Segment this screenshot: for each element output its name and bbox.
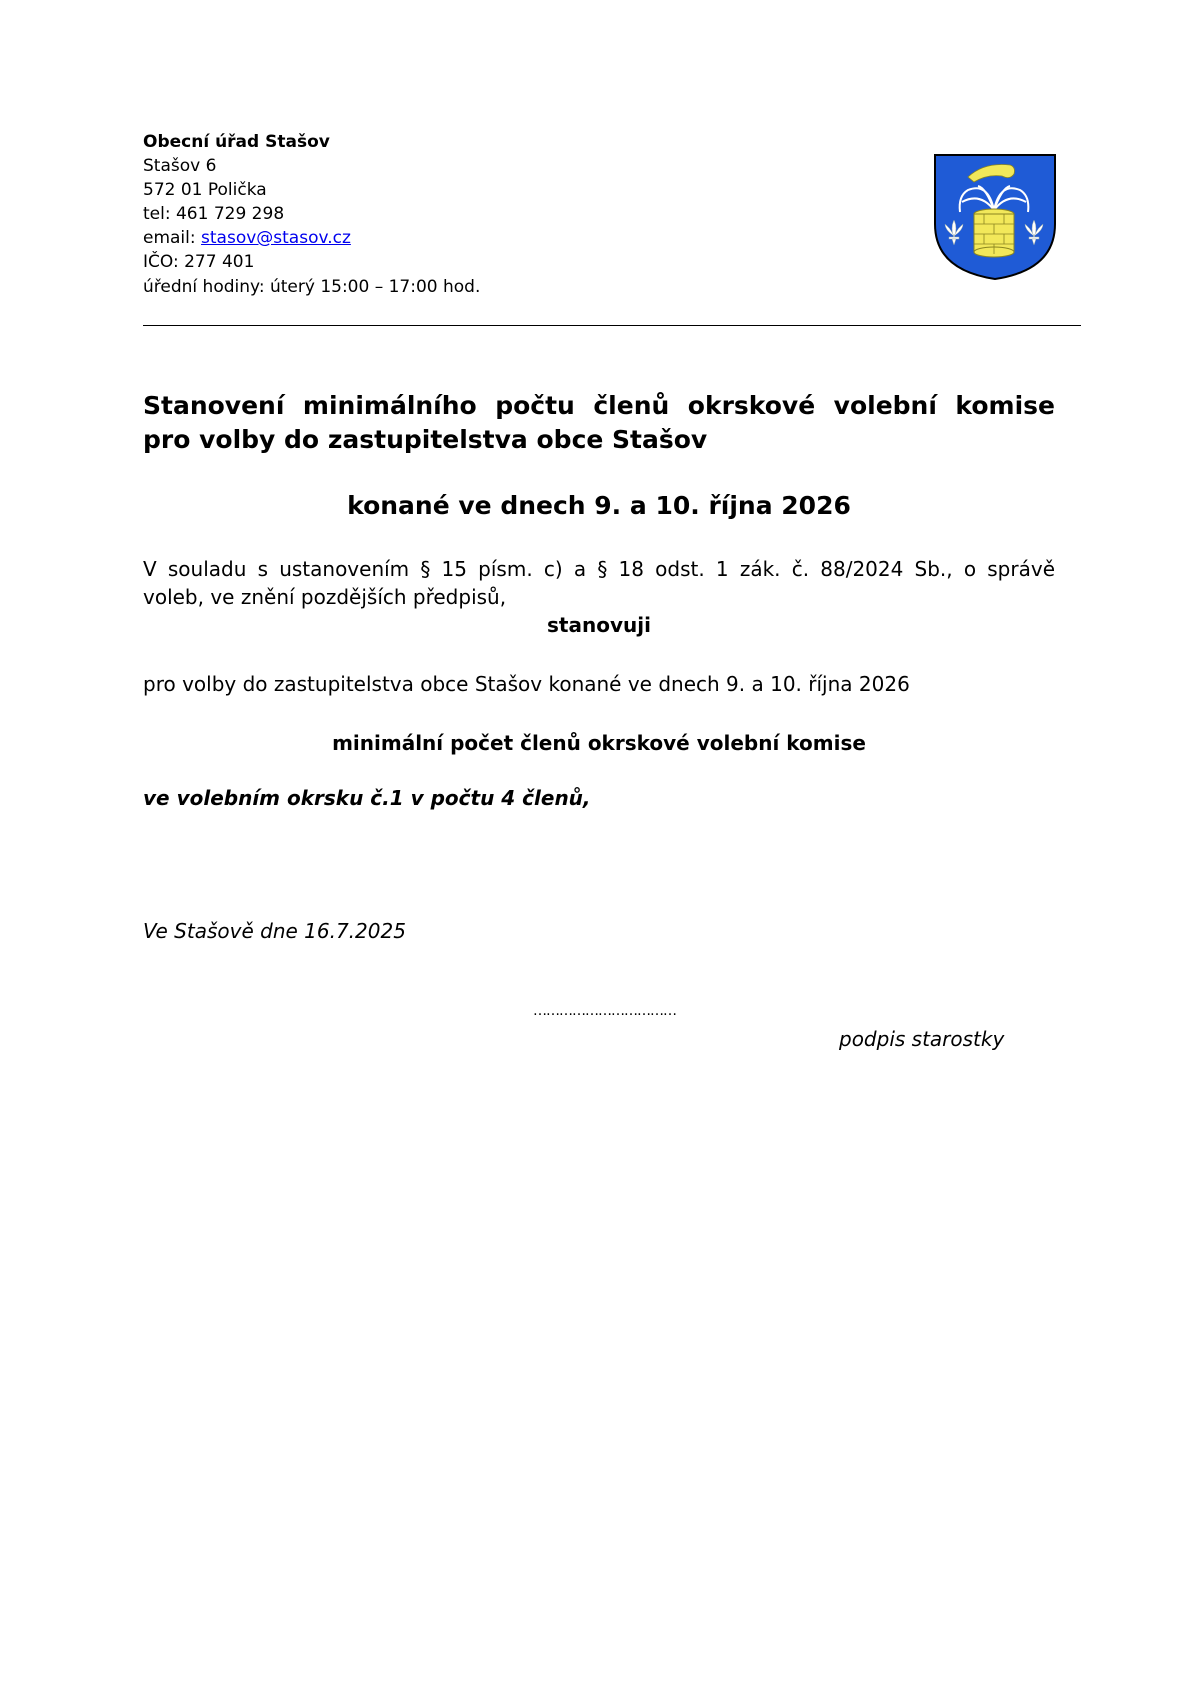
district-line: ve volebním okrsku č.1 v počtu 4 členů,	[143, 786, 591, 810]
coat-of-arms-icon	[932, 152, 1058, 282]
minimum-heading: minimální počet členů okrskové volební komise	[332, 731, 866, 755]
header-divider	[143, 325, 1081, 326]
decision-word: stanovuji	[547, 613, 651, 637]
office-name: Obecní úřad Stašov	[143, 132, 330, 152]
elections-line: pro volby do zastupitelstva obce Stašov konané ve dnech 9. a 10. října 2026	[143, 672, 910, 696]
email-label: email:	[143, 228, 202, 248]
office-phone: tel: 461 729 298	[143, 204, 285, 224]
email-link[interactable]: stasov@stasov.cz	[201, 228, 351, 248]
office-address: Stašov 6	[143, 156, 217, 176]
legal-basis-line-1: V souladu s ustanovením § 15 písm. c) a § 18 odst. 1 zák. č. 88/2024 Sb., o správě	[143, 557, 1055, 581]
signature-label: podpis starostky	[839, 1027, 1005, 1051]
office-hours: úřední hodiny: úterý 15:00 – 17:00 hod.	[143, 277, 481, 297]
office-email-line	[143, 227, 351, 251]
title-subtitle: konané ve dnech 9. a 10. října 2026	[347, 491, 851, 520]
place-date: Ve Stašově dne 16.7.2025	[143, 919, 406, 943]
office-postal: 572 01 Polička	[143, 180, 267, 200]
office-ico: IČO: 277 401	[143, 252, 255, 272]
title-line-1: Stanovení minimálního počtu členů okrskové volební komise	[143, 391, 1055, 420]
signature-line: ……………………………	[533, 1003, 676, 1019]
legal-basis-line-2: voleb, ve znění pozdějších předpisů,	[143, 585, 507, 609]
title-line-2: pro volby do zastupitelstva obce Stašov	[143, 425, 708, 454]
